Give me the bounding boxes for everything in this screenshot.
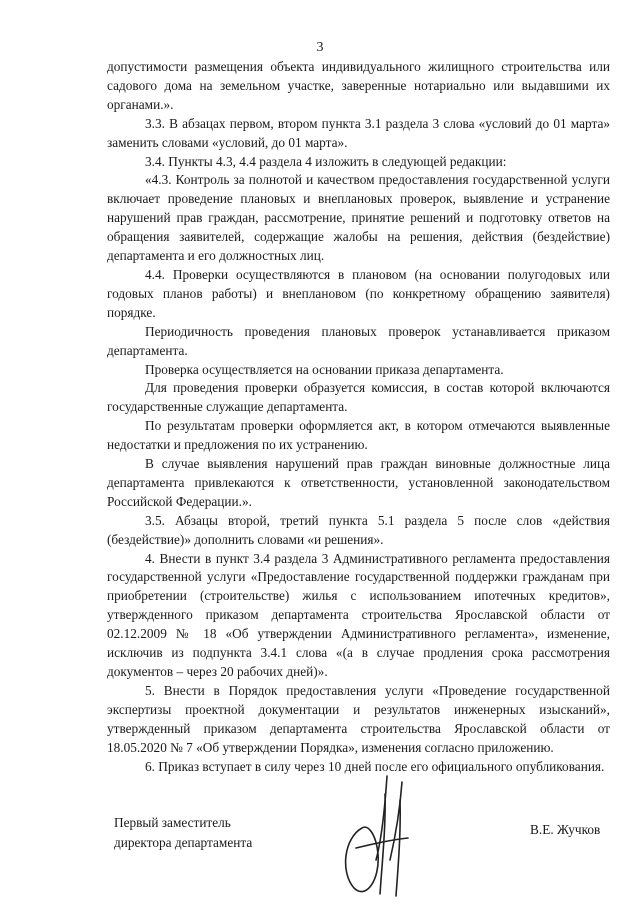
paragraph: По результатам проверки оформляется акт, в котором отмечаются выявленные недостатки и предложения по их устранению. xyxy=(107,418,610,453)
paragraph: Периодичность проведения плановых проверок устанавливается приказом департамента. xyxy=(107,323,610,358)
paragraph: допустимости размещения объекта индивидуального жилищного строительства или садового дома на земельном участке, заверенные нотариально или выдавшими их органами.». xyxy=(107,59,610,112)
paragraph: В случае выявления нарушений прав граждан виновные должностные лица департамента привлекаются к ответственности, установленной законодательством Российской Федерации.». xyxy=(107,456,610,509)
paragraph: «4.3. Контроль за полнотой и качеством предоставления государственной услуги включает проведение плановых и внеплановых проверок, выявление и устранение нарушений прав граждан, рассмотрение, принятие решений и подготовку ответов на обращения заявителей, содержащие жалобы на решения, действия (бездействие) департамента и его должностных лиц. xyxy=(107,172,610,264)
paragraph: 5. Внести в Порядок предоставления услуги «Проведение государственной экспертизы проектной документации и результатов инженерных изысканий», утвержденный приказом департамента строительства Ярославской области от 18.05.2020 № 7 «Об утверждении Порядка», изменения согласно приложению. xyxy=(107,682,610,755)
signatory-position-line2: директора департамента xyxy=(114,835,253,850)
paragraph: 4. Внести в пункт 3.4 раздела 3 Административного регламента предоставления государственной услуги «Предоставление государственной поддержки гражданам при приобретении (строительстве) жилья с использованием ипотечных кредитов», утвержденного приказом департамента строительства Ярославской области от 02.12.2009 № 18 «Об утверждении Административного регламента», изменение, исключив из подпункта 3.4.1 слова «(а в случае продления срока рассмотрения документов – через 20 рабочих дней)». xyxy=(107,550,610,679)
signatory-name: В.Е. Жучков xyxy=(530,822,601,837)
paragraph: 6. Приказ вступает в силу через 10 дней после его официального опубликования. xyxy=(145,758,605,774)
signatory-position-line1: Первый заместитель xyxy=(114,815,231,830)
document-body xyxy=(107,58,610,776)
paragraph: 3.3. В абзацах первом, втором пункта 3.1 раздела 3 слова «условий до 01 марта» заменить словами «условий, до 01 марта». xyxy=(107,115,610,150)
paragraph: Для проведения проверки образуется комиссия, в состав которой включаются государственные служащие департамента. xyxy=(107,380,610,415)
handwritten-signature xyxy=(338,768,424,900)
paragraph: 4.4. Проверки осуществляются в плановом (на основании полугодовых или годовых планов работы) и внеплановом (по конкретному обращению заявителя) порядке. xyxy=(107,266,610,320)
signatory-position xyxy=(114,813,252,853)
paragraph: Проверка осуществляется на основании приказа департамента. xyxy=(145,361,504,377)
paragraph: 3.4. Пункты 4.3, 4.4 раздела 4 изложить в следующей редакции: xyxy=(145,153,507,169)
paragraph: 3.5. Абзацы второй, третий пункта 5.1 раздела 5 после слов «действия (бездействие)» дополнить словами «и решения». xyxy=(107,512,610,547)
page-number: 3 xyxy=(316,40,324,55)
